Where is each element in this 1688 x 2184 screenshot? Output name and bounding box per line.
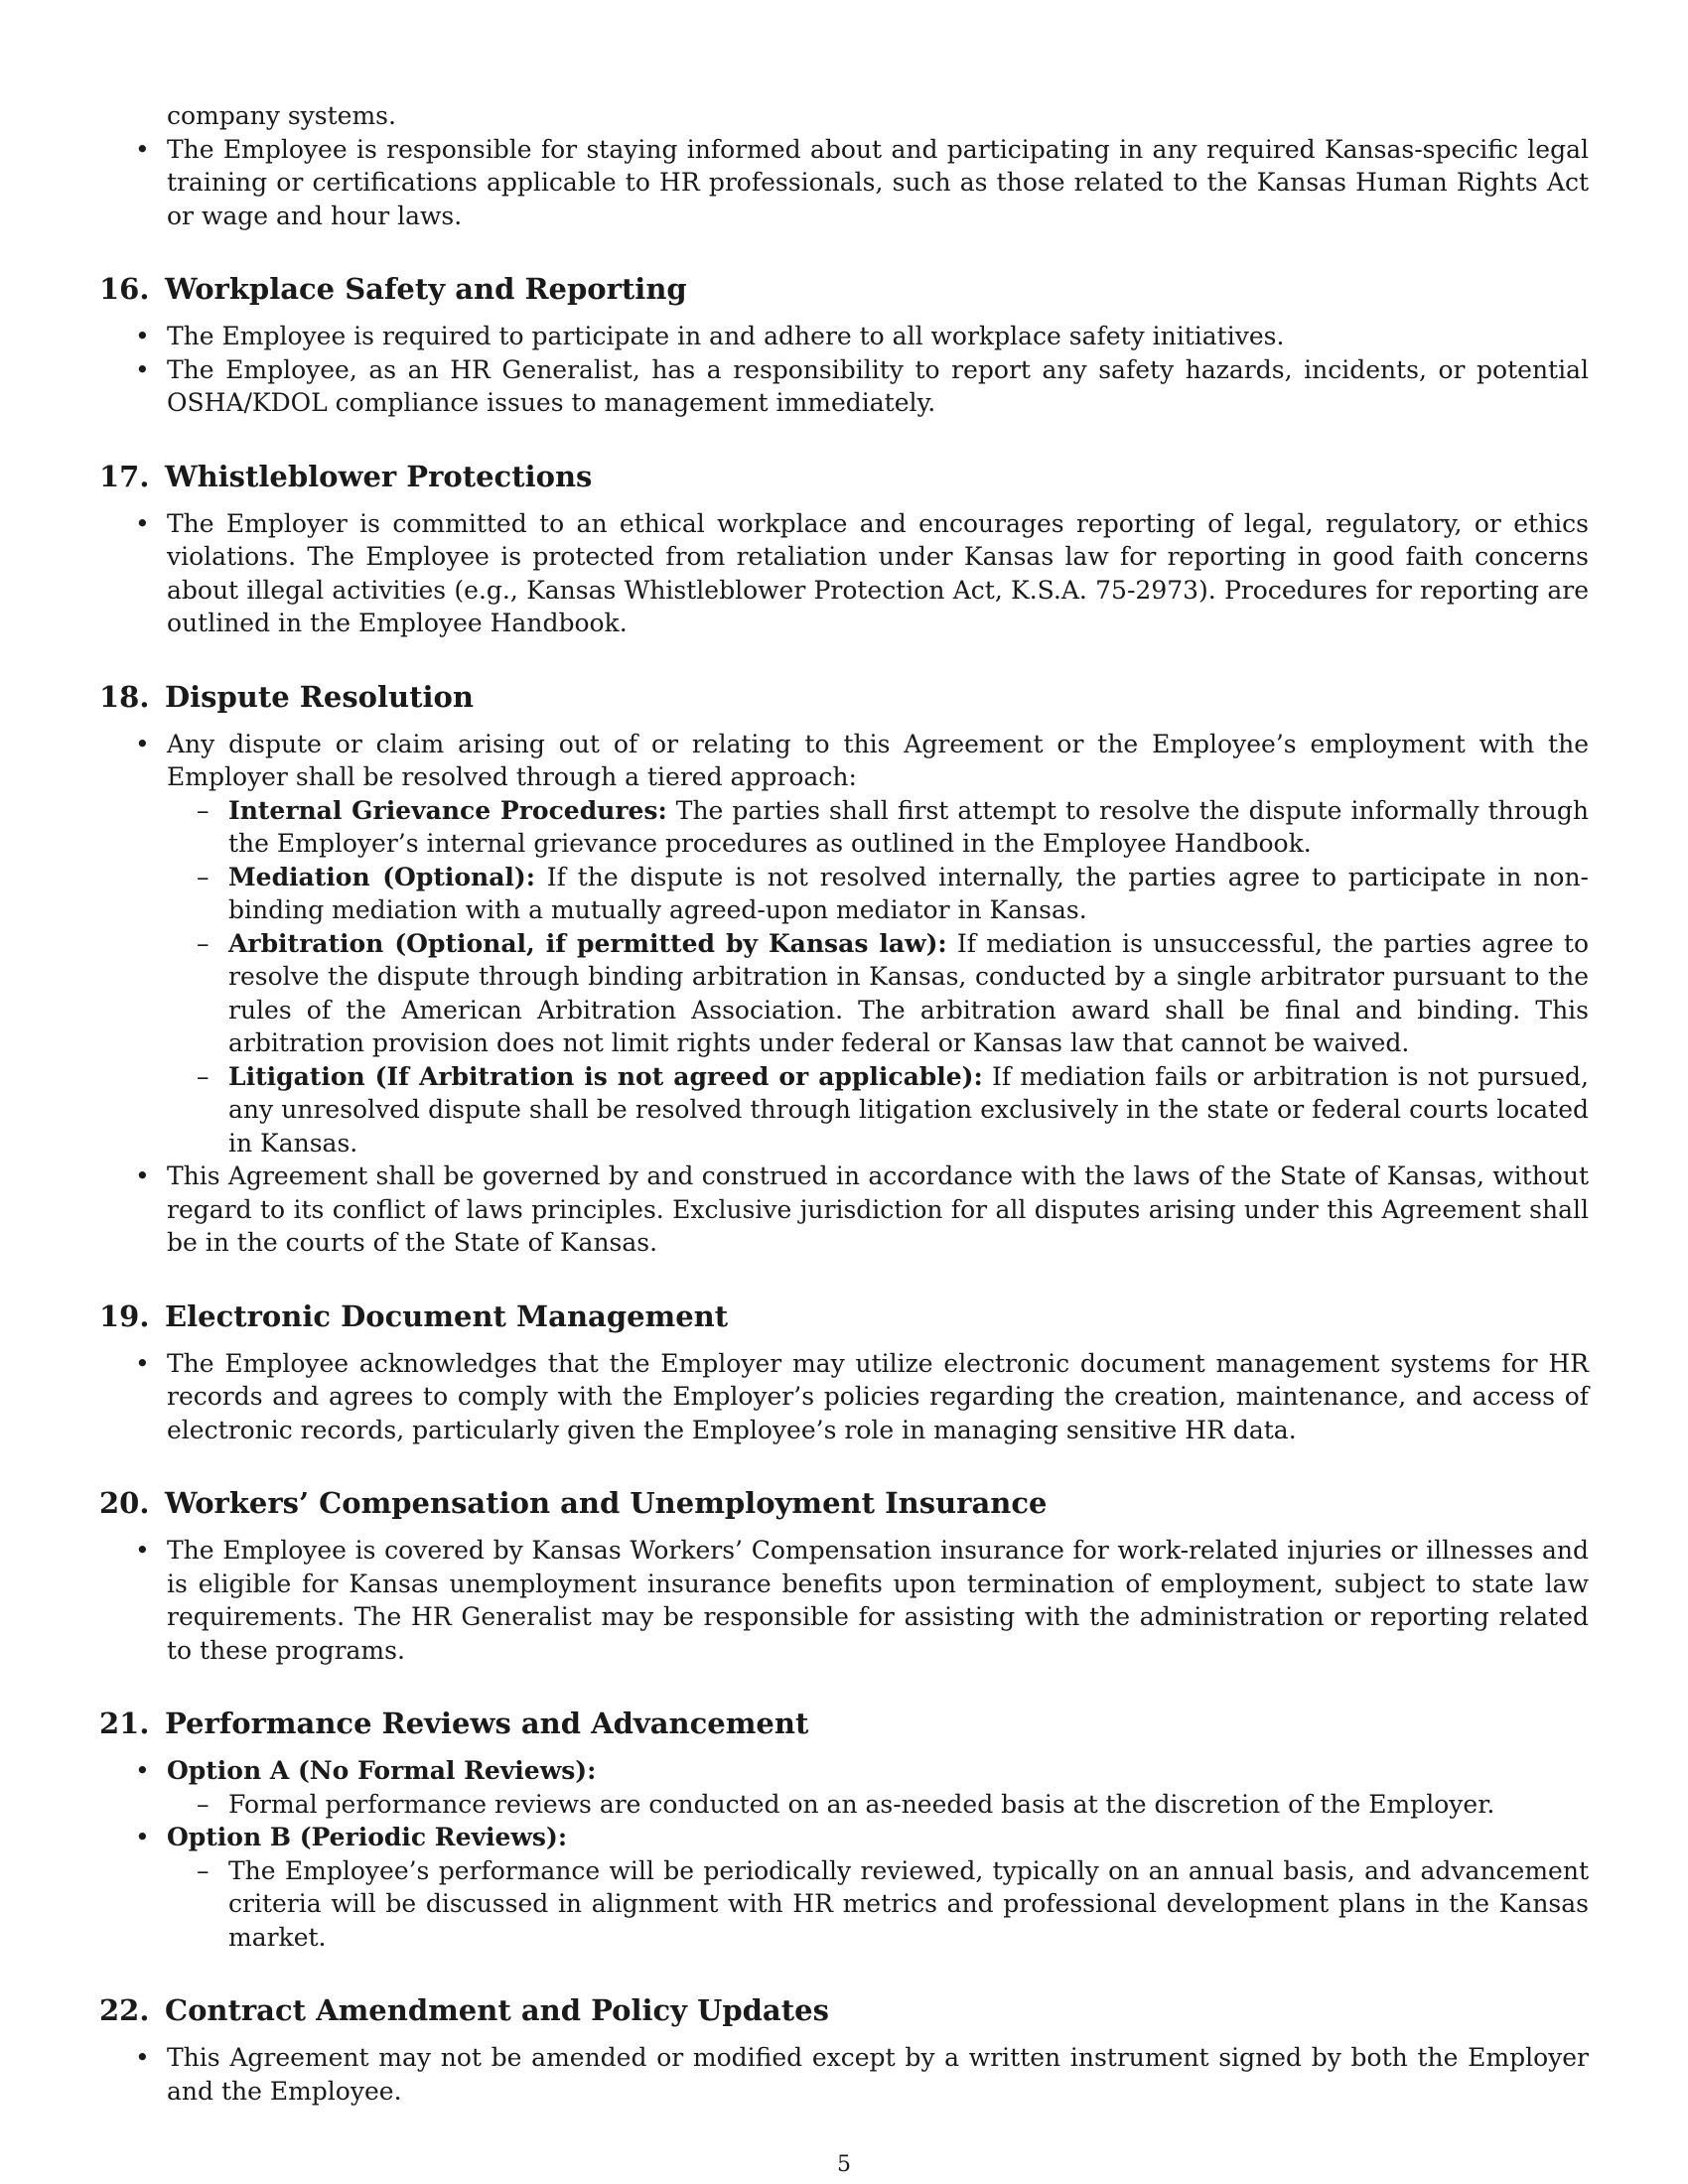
section-heading xyxy=(99,678,1589,716)
sub-list xyxy=(167,1788,1589,1822)
sub-item-label: Litigation (If Arbitration is not agreed or applicable): xyxy=(228,1061,983,1091)
sub-item-text: If mediation fails or arbitration is not pursued, any unresolved dispute shall be resolved through litigation exclusively in the state or federal courts located in Kansas. xyxy=(228,1061,1589,1158)
section-list xyxy=(99,1534,1589,1667)
list-item-text: The Employee, as an HR Generalist, has a responsibility to report any safety hazards, incidents, or potential OSHA/KDOL compliance issues to management immediately. xyxy=(167,354,1589,417)
section-list xyxy=(99,1347,1589,1447)
list-item xyxy=(99,1754,1589,1821)
section-19 xyxy=(99,1297,1589,1447)
sub-list xyxy=(167,794,1589,1160)
section-heading xyxy=(99,1991,1589,2029)
section-title: Dispute Resolution xyxy=(165,679,474,714)
page-number: 5 xyxy=(837,2152,851,2177)
sub-item-label: Mediation (Optional): xyxy=(228,862,535,891)
section-17 xyxy=(99,458,1589,640)
list-item xyxy=(99,353,1589,420)
dash-icon: – xyxy=(197,928,210,958)
section-number: 17. xyxy=(99,459,150,493)
continuation-text: company systems. xyxy=(167,101,396,130)
bullet-icon: • xyxy=(135,1756,150,1785)
section-heading xyxy=(99,1297,1589,1335)
section-list xyxy=(99,320,1589,420)
sub-list-item xyxy=(167,927,1589,1060)
section-list xyxy=(99,2041,1589,2108)
list-item xyxy=(99,728,1589,1160)
sub-list xyxy=(167,1854,1589,1955)
section-number: 21. xyxy=(99,1706,150,1740)
dash-icon: – xyxy=(197,1061,210,1091)
bullet-icon: • xyxy=(135,729,150,758)
list-item xyxy=(99,507,1589,640)
bullet-icon: • xyxy=(135,1161,150,1190)
sub-list-item xyxy=(167,1788,1589,1822)
intro-list xyxy=(99,133,1589,233)
dash-icon: – xyxy=(197,795,210,825)
list-item-text: The Employee is covered by Kansas Workers’ Compensation insurance for work-related injuries or illnesses and is eligible for Kansas unemployment insurance benefits upon termination of employment, subject to state law requirements. The HR Generalist may be responsible for assisting with the administration or reporting related to these programs. xyxy=(167,1536,1589,1665)
section-title: Whistleblower Protections xyxy=(165,459,593,493)
section-heading xyxy=(99,458,1589,495)
section-number: 22. xyxy=(99,1993,150,2027)
section-18 xyxy=(99,678,1589,1260)
bullet-icon: • xyxy=(135,1536,150,1565)
section-list xyxy=(99,507,1589,640)
dash-icon: – xyxy=(197,1855,210,1885)
sub-item-text: If the dispute is not resolved internally, the parties agree to participate in non-binding mediation with a mutually agreed-upon mediator in Kansas. xyxy=(228,862,1589,924)
dash-icon: – xyxy=(197,862,210,891)
list-item-text: Any dispute or claim arising out of or relating to this Agreement or the Employee’s employment with the Employer shall be resolved through a tiered approach: xyxy=(167,729,1589,791)
section-20 xyxy=(99,1484,1589,1667)
section-16 xyxy=(99,270,1589,420)
section-title: Contract Amendment and Policy Updates xyxy=(165,1993,829,2027)
list-item xyxy=(99,2041,1589,2108)
sub-item-text: The parties shall first attempt to resolve the dispute informally through the Employer’s internal grievance procedures as outlined in the Employee Handbook. xyxy=(228,795,1589,858)
list-item-text: The Employee is required to participate in and adhere to all workplace safety initiatives. xyxy=(167,322,1285,350)
sub-item-label: Internal Grievance Procedures: xyxy=(228,795,667,825)
list-item-text: The Employee acknowledges that the Employer may utilize electronic document management systems for HR records and agrees to comply with the Employer’s policies regarding the creation, maintenance, and access of electronic records, particularly given the Employee’s role in managing sensitive HR data. xyxy=(167,1348,1589,1444)
list-item xyxy=(99,1534,1589,1667)
sub-list-item xyxy=(167,861,1589,927)
section-number: 20. xyxy=(99,1486,150,1520)
document-page xyxy=(99,99,1589,2108)
list-item xyxy=(99,320,1589,353)
list-item-text: The Employer is committed to an ethical workplace and encourages reporting of legal, regulatory, or ethics violations. The Employee is protected from retaliation under Kansas law for reporting in good faith concerns about illegal activities (e.g., Kansas Whistleblower Protection Act, K.S.A. 75-2973). Procedures for reporting are outlined in the Employee Handbook. xyxy=(167,508,1589,637)
list-item-text: This Agreement shall be governed by and construed in accordance with the laws of the State of Kansas, without regard to its conflict of laws principles. Exclusive jurisdiction for all disputes arising under this Agreement shall be in the courts of the State of Kansas. xyxy=(167,1161,1589,1257)
section-number: 19. xyxy=(99,1298,150,1333)
bullet-icon: • xyxy=(135,2043,150,2072)
section-21 xyxy=(99,1705,1589,1954)
bullet-icon: • xyxy=(135,354,150,384)
sub-list-item xyxy=(167,794,1589,861)
section-title: Workers’ Compensation and Unemployment Insurance xyxy=(165,1486,1048,1520)
dash-icon: – xyxy=(197,1789,210,1819)
option-label: Option A (No Formal Reviews): xyxy=(167,1756,597,1785)
bullet-icon: • xyxy=(135,508,150,538)
bullet-icon: • xyxy=(135,1823,150,1851)
bullet-icon: • xyxy=(135,322,150,350)
list-item-text: This Agreement may not be amended or modified except by a written instrument signed by both the Employer and the Employee. xyxy=(167,2043,1589,2106)
sub-item-text: Formal performance reviews are conducted on an as-needed basis at the discretion of the Employer. xyxy=(228,1789,1495,1819)
section-number: 16. xyxy=(99,272,150,306)
section-list xyxy=(99,728,1589,1260)
list-item xyxy=(99,1347,1589,1447)
section-heading xyxy=(99,1705,1589,1742)
section-list xyxy=(99,1754,1589,1954)
list-item xyxy=(99,1160,1589,1260)
list-item xyxy=(99,1821,1589,1954)
section-title: Electronic Document Management xyxy=(165,1298,729,1333)
sub-item-text: The Employee’s performance will be periodically reviewed, typically on an annual basis, and advancement criteria will be discussed in alignment with HR metrics and professional development plans in the Kansas market. xyxy=(228,1855,1589,1952)
bullet-icon: • xyxy=(135,134,150,164)
section-title: Performance Reviews and Advancement xyxy=(165,1706,809,1740)
section-title: Workplace Safety and Reporting xyxy=(165,272,687,306)
bullet-icon: • xyxy=(135,1348,150,1378)
list-item-text: The Employee is responsible for staying informed about and participating in any required Kansas-specific legal training or certifications applicable to HR professionals, such as those related to the Kansas Human Rights Act or wage and hour laws. xyxy=(167,134,1589,230)
section-number: 18. xyxy=(99,679,150,714)
sub-list-item xyxy=(167,1060,1589,1160)
sub-list-item xyxy=(167,1854,1589,1955)
section-22 xyxy=(99,1991,1589,2108)
section-heading xyxy=(99,1484,1589,1522)
sub-item-text: If mediation is unsuccessful, the parties agree to resolve the dispute through binding arbitration in Kansas, conducted by a single arbitrator pursuant to the rules of the American Arbitration Association. The arbitration award shall be final and binding. This arbitration provision does not limit rights under federal or Kansas law that cannot be waived. xyxy=(228,928,1590,1057)
list-item xyxy=(99,133,1589,233)
option-label: Option B (Periodic Reviews): xyxy=(167,1823,568,1851)
sub-item-label: Arbitration (Optional, if permitted by Kansas law): xyxy=(228,928,947,958)
section-heading xyxy=(99,270,1589,308)
